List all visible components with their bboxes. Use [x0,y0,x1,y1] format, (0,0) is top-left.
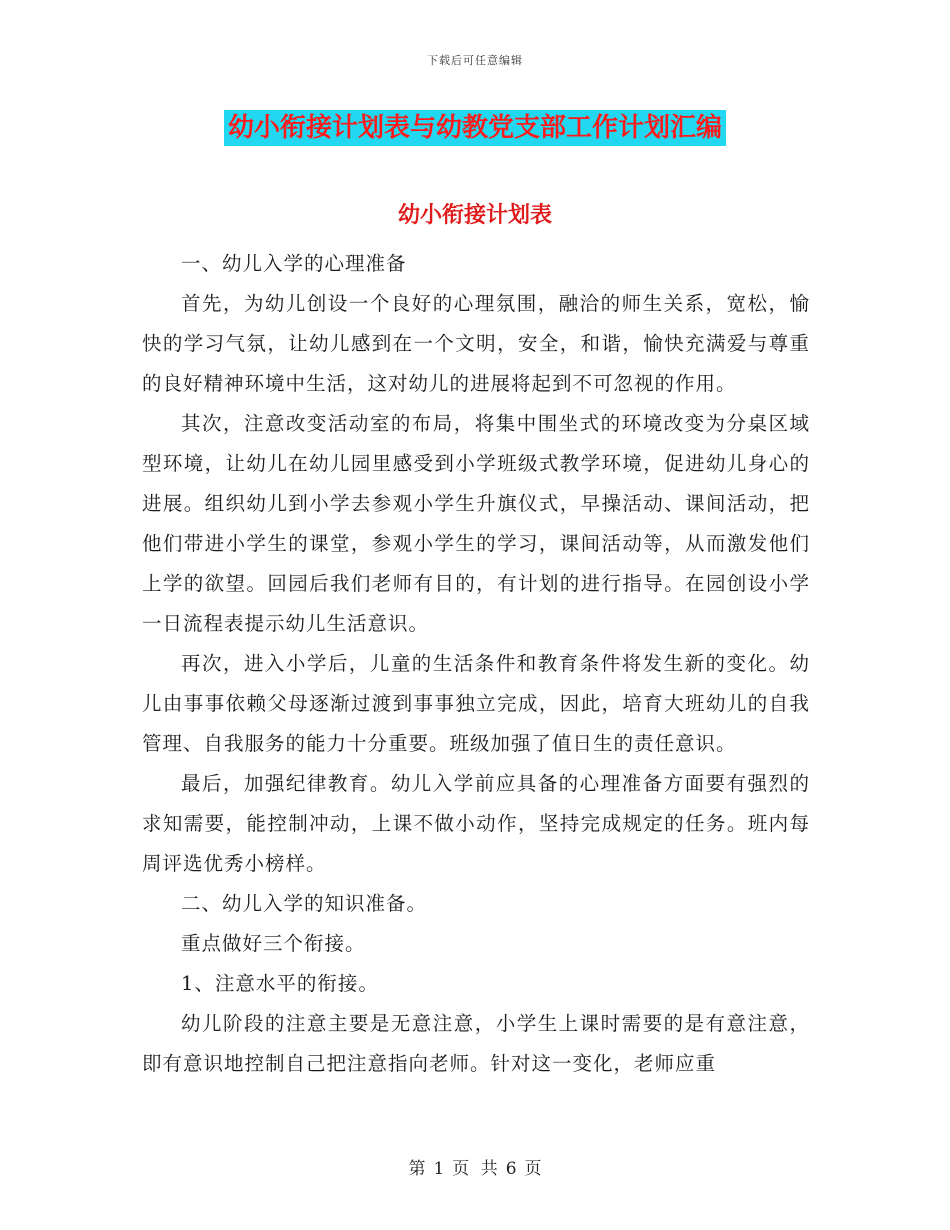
header-note: 下载后可任意编辑 [427,54,523,67]
subheading-attention: 1、注意水平的衔接。 [181,972,379,995]
document-body [142,244,810,1084]
paragraph-finally: 最后，加强纪律教育。幼儿入学前应具备的心理准备方面要有强烈的求知需要，能控制冲动，上课不做小动作，坚持完成规定的任务。班内每周评选优秀小榜样。 [142,772,810,875]
paragraph-first: 首先，为幼儿创设一个良好的心理氛围，融洽的师生关系，宽松，愉快的学习气氛，让幼儿感到在一个文明，安全，和谐，愉快充满爱与尊重的良好精神环境中生活，这对幼儿的进展将起到不可忽视的作用。 [142,292,810,395]
page-footer [0,1154,950,1179]
footer-total-pages: 6 [505,1159,517,1179]
paragraph-second: 其次，注意改变活动室的布局，将集中围坐式的环境改变为分桌区域型环境，让幼儿在幼儿园里感受到小学班级式教学环境，促进幼儿身心的进展。组织幼儿到小学去参观小学生升旗仪式，早操活动、课间活动，把他们带进小学生的课堂，参观小学生的学习，课间活动等，从而激发他们上学的欲望。回园后我们老师有目的，有计划的进行指导。在园创设小学一日流程表提示幼儿生活意识。 [142,412,810,635]
paragraph-attention: 幼儿阶段的注意主要是无意注意，小学生上课时需要的是有意注意，即有意识地控制自己把注意指向老师。针对这一变化，老师应重 [142,1012,810,1075]
footer-page-number: 1 [433,1159,445,1179]
footer-prefix: 第 [408,1159,426,1179]
document-title-container [0,110,950,146]
paragraph-three-links: 重点做好三个衔接。 [181,932,366,955]
section-title: 幼小衔接计划表 [397,203,552,228]
heading-knowledge-preparation: 二、幼儿入学的知识准备。 [181,892,428,915]
heading-psychological-preparation: 一、幼儿入学的心理准备 [181,252,407,275]
footer-mid: 页 共 [452,1159,498,1179]
document-title: 幼小衔接计划表与幼教党支部工作计划汇编 [224,110,726,146]
footer-suffix: 页 [524,1159,542,1179]
paragraph-third: 再次，进入小学后，儿童的生活条件和教育条件将发生新的变化。幼儿由事事依赖父母逐渐过渡到事事独立完成，因此，培育大班幼儿的自我管理、自我服务的能力十分重要。班级加强了值日生的责任意识。 [142,652,810,755]
